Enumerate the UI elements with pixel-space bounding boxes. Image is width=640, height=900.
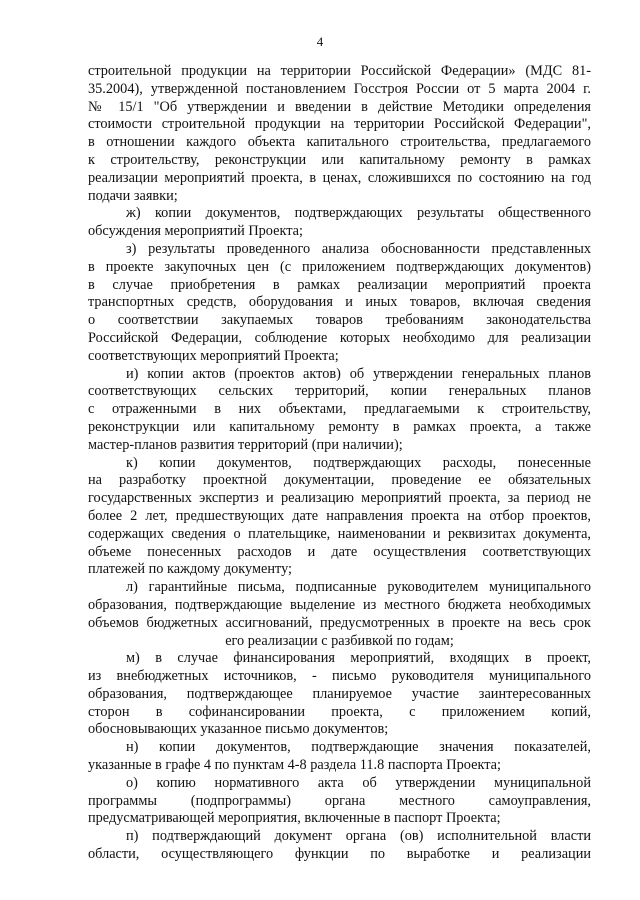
text-line: о) копию нормативного акта об утверждении муниципальной <box>126 774 591 791</box>
text-line: подачи заявки; <box>88 187 178 204</box>
text-line: л) гарантийные письма, подписанные руководителем муниципального <box>126 579 591 596</box>
text-line: объемов бюджетных ассигнований, предусмотренных в проекте на весь срок <box>88 614 591 631</box>
text-line: обосновывающих указанное письмо документов; <box>88 721 389 738</box>
text-line: стоимости строительной продукции на территории Российской Федерации", <box>88 116 591 133</box>
text-line: ж) копии документов, подтверждающих результаты общественного <box>126 205 591 222</box>
text-line: государственных экспертиз и реализацию мероприятий проекта, за период не <box>88 490 591 507</box>
text-line: в отношении каждого объекта капитального строительства, предлагаемого <box>88 134 591 151</box>
text-line: образования, подтверждающие выделение из местного бюджета необходимых <box>88 596 591 613</box>
text-line: з) результаты проведенного анализа обоснованности представленных <box>126 240 591 257</box>
text-line: соответствующих сельских территорий, копии генеральных планов <box>88 383 591 400</box>
text-line: № 15/1 "Об утверждении и введении в действие Методики определения <box>88 98 591 115</box>
text-line: Российской Федерации, соблюдение которых необходимо для реализации <box>88 329 591 346</box>
text-line: к строительству, реконструкции или капитальному ремонту в рамках <box>88 151 591 168</box>
text-line: реализации мероприятий проекта, в ценах, сложившихся по состоянию на год <box>88 169 591 186</box>
text-line: к) копии документов, подтверждающих расходы, понесенные <box>126 454 591 471</box>
text-line: в случае приобретения в рамках реализации мероприятий проекта <box>88 276 591 293</box>
page-number: 4 <box>316 34 324 49</box>
text-line: объеме понесенных расходов и дате осуществления соответствующих <box>88 543 591 560</box>
text-line: предусматривающей мероприятия, включенные в паспорт Проекта; <box>88 810 501 827</box>
text-line: обсуждения мероприятий Проекта; <box>88 223 303 240</box>
text-line: соответствующих мероприятий Проекта; <box>88 347 339 364</box>
text-line: транспортных средств, оборудования и иных товаров, включая сведения <box>88 294 591 311</box>
text-line: области, осуществляющего функции по выработке и реализации <box>88 846 591 863</box>
body-text <box>88 63 591 864</box>
text-line: 35.2004), утвержденной постановлением Госстроя России от 5 марта 2004 г. <box>88 80 591 97</box>
text-line: м) в случае финансирования мероприятий, входящих в проект, <box>126 650 591 667</box>
text-line: о соответствии закупаемых товаров требованиям законодательства <box>88 312 591 329</box>
text-line: на разработку проектной документации, проведение ее обязательных <box>88 472 591 489</box>
text-line: программы (подпрограммы) органа местного самоуправления, <box>88 792 591 809</box>
text-line: содержащих сведения о плательщике, наименовании и реквизитах документа, <box>88 525 591 542</box>
text-line: в проекте закупочных цен (с приложением подтверждающих документов) <box>88 258 591 275</box>
text-line: мастер-планов развития территорий (при наличии); <box>88 436 403 453</box>
text-line: строительной продукции на территории Российской Федерации» (МДС 81- <box>88 63 591 79</box>
text-line: н) копии документов, подтверждающие значения показателей, <box>126 739 591 756</box>
text-line: указанные в графе 4 по пунктам 4-8 раздела 11.8 паспорта Проекта; <box>88 757 501 774</box>
text-line: и) копии актов (проектов актов) об утверждении генеральных планов <box>126 365 591 382</box>
text-line: из внебюджетных источников, - письмо руководителя муниципального <box>88 668 591 685</box>
text-line: платежей по каждому документу; <box>88 561 293 578</box>
text-line: реконструкции или капитальному ремонту в рамках проекта, а также <box>88 418 591 435</box>
text-line: образования, подтверждающее планируемое участие заинтересованных <box>88 685 591 702</box>
text-line: с отраженными в них объектами, предлагаемыми к строительству, <box>88 401 591 418</box>
text-line: сторон в софинансировании проекта, с приложением копий, <box>88 703 591 720</box>
text-line: его реализации с разбивкой по годам; <box>225 632 454 649</box>
text-line: п) подтверждающий документ органа (ов) исполнительной власти <box>126 828 591 845</box>
text-line: более 2 лет, предшествующих дате направления проекта на отбор проектов, <box>88 507 591 524</box>
